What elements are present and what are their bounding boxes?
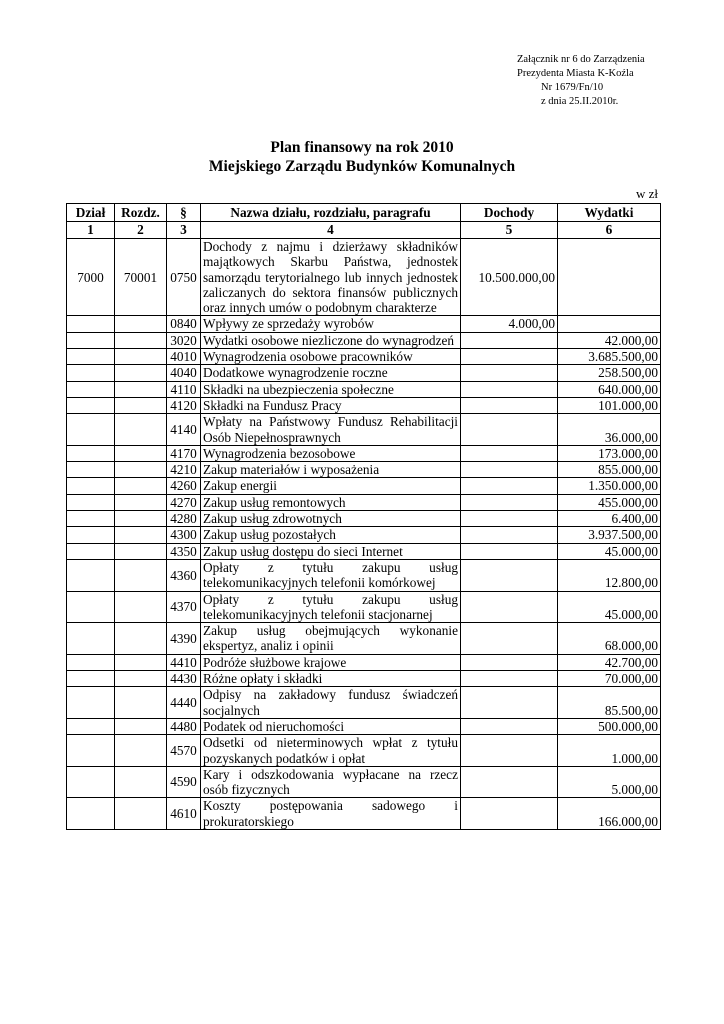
table-row bbox=[67, 494, 661, 510]
table-row bbox=[67, 735, 661, 767]
paragraf-cell: 4140 bbox=[167, 414, 201, 446]
dzial-cell bbox=[67, 414, 115, 446]
nazwa-cell: Wydatki osobowe niezliczone do wynagrodzeń bbox=[201, 332, 461, 348]
paragraf-cell: 4390 bbox=[167, 623, 201, 655]
paragraf-cell: 4210 bbox=[167, 462, 201, 478]
dzial-cell bbox=[67, 478, 115, 494]
nazwa-cell: Opłaty z tytułu zakupu usług telekomunikacyjnych telefonii stacjonarnej bbox=[201, 591, 461, 623]
wydatki-cell: 3.937.500,00 bbox=[558, 527, 661, 543]
table-row bbox=[67, 478, 661, 494]
wydatki-cell: 500.000,00 bbox=[558, 718, 661, 734]
col-number: 6 bbox=[558, 222, 661, 239]
nazwa-cell: Zakup usług obejmujących wykonanie ekspertyz, analiz i opinii bbox=[201, 623, 461, 655]
paragraf-cell: 0840 bbox=[167, 316, 201, 332]
rozdz-cell bbox=[115, 735, 167, 767]
nazwa-cell: Wpłaty na Państwowy Fundusz Rehabilitacji Osób Niepełnosprawnych bbox=[201, 414, 461, 446]
dochody-cell bbox=[461, 332, 558, 348]
paragraf-cell: 4590 bbox=[167, 766, 201, 798]
wydatki-cell: 3.685.500,00 bbox=[558, 349, 661, 365]
dochody-cell bbox=[461, 478, 558, 494]
rozdz-cell bbox=[115, 397, 167, 413]
dochody-cell bbox=[461, 445, 558, 461]
wydatki-cell bbox=[558, 316, 661, 332]
rozdz-cell: 70001 bbox=[115, 239, 167, 316]
rozdz-cell bbox=[115, 445, 167, 461]
table-row bbox=[67, 654, 661, 670]
title-line-1: Plan finansowy na rok 2010 bbox=[270, 139, 454, 156]
wydatki-cell: 45.000,00 bbox=[558, 543, 661, 559]
wydatki-cell: 455.000,00 bbox=[558, 494, 661, 510]
dochody-cell bbox=[461, 687, 558, 719]
table-row bbox=[67, 798, 661, 830]
header-dochody: Dochody bbox=[461, 204, 558, 222]
wydatki-cell: 640.000,00 bbox=[558, 381, 661, 397]
dochody-cell bbox=[461, 527, 558, 543]
table-row bbox=[67, 511, 661, 527]
table-row bbox=[67, 718, 661, 734]
nazwa-cell: Zakup energii bbox=[201, 478, 461, 494]
rozdz-cell bbox=[115, 316, 167, 332]
wydatki-cell: 1.000,00 bbox=[558, 735, 661, 767]
dochody-cell bbox=[461, 766, 558, 798]
paragraf-cell: 4350 bbox=[167, 543, 201, 559]
table-row bbox=[67, 462, 661, 478]
column-number-row bbox=[67, 222, 661, 239]
dzial-cell bbox=[67, 543, 115, 559]
rozdz-cell bbox=[115, 687, 167, 719]
wydatki-cell: 166.000,00 bbox=[558, 798, 661, 830]
dzial-cell bbox=[67, 623, 115, 655]
table-row bbox=[67, 559, 661, 591]
nazwa-cell: Zakup usług zdrowotnych bbox=[201, 511, 461, 527]
dochody-cell bbox=[461, 462, 558, 478]
dzial-cell bbox=[67, 798, 115, 830]
rozdz-cell bbox=[115, 623, 167, 655]
dzial-cell bbox=[67, 397, 115, 413]
wydatki-cell: 5.000,00 bbox=[558, 766, 661, 798]
nazwa-cell: Różne opłaty i składki bbox=[201, 671, 461, 687]
wydatki-cell: 101.000,00 bbox=[558, 397, 661, 413]
table-row bbox=[67, 543, 661, 559]
header-dzial: Dział bbox=[67, 204, 115, 222]
nazwa-cell: Podróże służbowe krajowe bbox=[201, 654, 461, 670]
nazwa-cell: Zakup usług remontowych bbox=[201, 494, 461, 510]
nazwa-cell: Zakup usług pozostałych bbox=[201, 527, 461, 543]
paragraf-cell: 4610 bbox=[167, 798, 201, 830]
wydatki-cell: 12.800,00 bbox=[558, 559, 661, 591]
paragraf-cell: 4270 bbox=[167, 494, 201, 510]
table-row bbox=[67, 671, 661, 687]
paragraf-cell: 4360 bbox=[167, 559, 201, 591]
rozdz-cell bbox=[115, 527, 167, 543]
rozdz-cell bbox=[115, 414, 167, 446]
table-row bbox=[67, 239, 661, 316]
paragraf-cell: 4110 bbox=[167, 381, 201, 397]
paragraf-cell: 4300 bbox=[167, 527, 201, 543]
table-row bbox=[67, 591, 661, 623]
paragraf-cell: 4170 bbox=[167, 445, 201, 461]
rozdz-cell bbox=[115, 511, 167, 527]
dzial-cell: 7000 bbox=[67, 239, 115, 316]
table-row bbox=[67, 332, 661, 348]
dochody-cell bbox=[461, 798, 558, 830]
table-row bbox=[67, 623, 661, 655]
paragraf-cell: 4430 bbox=[167, 671, 201, 687]
dzial-cell bbox=[67, 445, 115, 461]
annex-line-4: z dnia 25.II.2010r. bbox=[541, 96, 619, 107]
header-paragraf: § bbox=[167, 204, 201, 222]
nazwa-cell: Kary i odszkodowania wypłacane na rzecz osób fizycznych bbox=[201, 766, 461, 798]
wydatki-cell: 70.000,00 bbox=[558, 671, 661, 687]
dochody-cell: 10.500.000,00 bbox=[461, 239, 558, 316]
rozdz-cell bbox=[115, 478, 167, 494]
col-number: 4 bbox=[201, 222, 461, 239]
paragraf-cell: 4040 bbox=[167, 365, 201, 381]
wydatki-cell: 1.350.000,00 bbox=[558, 478, 661, 494]
dzial-cell bbox=[67, 559, 115, 591]
nazwa-cell: Podatek od nieruchomości bbox=[201, 718, 461, 734]
rozdz-cell bbox=[115, 543, 167, 559]
dochody-cell bbox=[461, 381, 558, 397]
nazwa-cell: Składki na ubezpieczenia społeczne bbox=[201, 381, 461, 397]
rozdz-cell bbox=[115, 654, 167, 670]
dochody-cell bbox=[461, 559, 558, 591]
wydatki-cell: 258.500,00 bbox=[558, 365, 661, 381]
dochody-cell bbox=[461, 494, 558, 510]
rozdz-cell bbox=[115, 494, 167, 510]
table-row bbox=[67, 381, 661, 397]
wydatki-cell: 45.000,00 bbox=[558, 591, 661, 623]
annex-line-3: Nr 1679/Fn/10 bbox=[541, 82, 604, 93]
table-row bbox=[67, 316, 661, 332]
table-header-row bbox=[67, 204, 661, 222]
col-number: 1 bbox=[67, 222, 115, 239]
dochody-cell: 4.000,00 bbox=[461, 316, 558, 332]
paragraf-cell: 4570 bbox=[167, 735, 201, 767]
nazwa-cell: Dodatkowe wynagrodzenie roczne bbox=[201, 365, 461, 381]
dzial-cell bbox=[67, 687, 115, 719]
wydatki-cell bbox=[558, 239, 661, 316]
paragraf-cell: 4120 bbox=[167, 397, 201, 413]
dzial-cell bbox=[67, 718, 115, 734]
table-row bbox=[67, 414, 661, 446]
rozdz-cell bbox=[115, 332, 167, 348]
col-number: 5 bbox=[461, 222, 558, 239]
paragraf-cell: 4440 bbox=[167, 687, 201, 719]
header-wydatki: Wydatki bbox=[558, 204, 661, 222]
rozdz-cell bbox=[115, 349, 167, 365]
wydatki-cell: 855.000,00 bbox=[558, 462, 661, 478]
rozdz-cell bbox=[115, 462, 167, 478]
rozdz-cell bbox=[115, 718, 167, 734]
rozdz-cell bbox=[115, 559, 167, 591]
dochody-cell bbox=[461, 671, 558, 687]
rozdz-cell bbox=[115, 365, 167, 381]
header-rozdz: Rozdz. bbox=[115, 204, 167, 222]
col-number: 2 bbox=[115, 222, 167, 239]
wydatki-cell: 42.000,00 bbox=[558, 332, 661, 348]
annex-line-1: Załącznik nr 6 do Zarządzenia bbox=[517, 54, 645, 65]
nazwa-cell: Koszty postępowania sadowego i prokuratorskiego bbox=[201, 798, 461, 830]
dochody-cell bbox=[461, 397, 558, 413]
dochody-cell bbox=[461, 543, 558, 559]
table-row bbox=[67, 365, 661, 381]
rozdz-cell bbox=[115, 591, 167, 623]
nazwa-cell: Wynagrodzenia bezosobowe bbox=[201, 445, 461, 461]
dochody-cell bbox=[461, 718, 558, 734]
dochody-cell bbox=[461, 511, 558, 527]
document-title bbox=[0, 138, 724, 176]
dzial-cell bbox=[67, 462, 115, 478]
wydatki-cell: 68.000,00 bbox=[558, 623, 661, 655]
table-row bbox=[67, 397, 661, 413]
nazwa-cell: Odsetki od nieterminowych wpłat z tytułu pozyskanych podatków i opłat bbox=[201, 735, 461, 767]
col-number: 3 bbox=[167, 222, 201, 239]
wydatki-cell: 36.000,00 bbox=[558, 414, 661, 446]
table-row bbox=[67, 527, 661, 543]
rozdz-cell bbox=[115, 381, 167, 397]
nazwa-cell: Wynagrodzenia osobowe pracowników bbox=[201, 349, 461, 365]
annex-note bbox=[517, 53, 645, 109]
paragraf-cell: 0750 bbox=[167, 239, 201, 316]
paragraf-cell: 4010 bbox=[167, 349, 201, 365]
wydatki-cell: 85.500,00 bbox=[558, 687, 661, 719]
paragraf-cell: 4260 bbox=[167, 478, 201, 494]
dochody-cell bbox=[461, 349, 558, 365]
dzial-cell bbox=[67, 671, 115, 687]
paragraf-cell: 3020 bbox=[167, 332, 201, 348]
paragraf-cell: 4480 bbox=[167, 718, 201, 734]
paragraf-cell: 4280 bbox=[167, 511, 201, 527]
dzial-cell bbox=[67, 365, 115, 381]
dzial-cell bbox=[67, 766, 115, 798]
financial-plan-table bbox=[66, 203, 661, 830]
nazwa-cell: Odpisy na zakładowy fundusz świadczeń socjalnych bbox=[201, 687, 461, 719]
table-row bbox=[67, 766, 661, 798]
dzial-cell bbox=[67, 316, 115, 332]
dzial-cell bbox=[67, 591, 115, 623]
rozdz-cell bbox=[115, 798, 167, 830]
dzial-cell bbox=[67, 349, 115, 365]
annex-line-2: Prezydenta Miasta K-Koźla bbox=[517, 68, 634, 79]
header-nazwa: Nazwa działu, rozdziału, paragrafu bbox=[201, 204, 461, 222]
dochody-cell bbox=[461, 735, 558, 767]
wydatki-cell: 173.000,00 bbox=[558, 445, 661, 461]
dochody-cell bbox=[461, 365, 558, 381]
nazwa-cell: Dochody z najmu i dzierżawy składników majątkowych Skarbu Państwa, jednostek samorządu terytorialnego lub innych jednostek zaliczanych do sektora finansów publicznych oraz innych umów o podobnym charakterze bbox=[201, 239, 461, 316]
paragraf-cell: 4370 bbox=[167, 591, 201, 623]
dzial-cell bbox=[67, 735, 115, 767]
dzial-cell bbox=[67, 494, 115, 510]
dochody-cell bbox=[461, 591, 558, 623]
wydatki-cell: 6.400,00 bbox=[558, 511, 661, 527]
dzial-cell bbox=[67, 654, 115, 670]
nazwa-cell: Zakup usług dostępu do sieci Internet bbox=[201, 543, 461, 559]
rozdz-cell bbox=[115, 671, 167, 687]
wydatki-cell: 42.700,00 bbox=[558, 654, 661, 670]
dzial-cell bbox=[67, 527, 115, 543]
dochody-cell bbox=[461, 414, 558, 446]
table-row bbox=[67, 445, 661, 461]
rozdz-cell bbox=[115, 766, 167, 798]
currency-unit: w zł bbox=[635, 186, 658, 201]
nazwa-cell: Opłaty z tytułu zakupu usług telekomunikacyjnych telefonii komórkowej bbox=[201, 559, 461, 591]
table-row bbox=[67, 349, 661, 365]
title-line-2: Miejskiego Zarządu Budynków Komunalnych bbox=[208, 158, 516, 175]
nazwa-cell: Składki na Fundusz Pracy bbox=[201, 397, 461, 413]
dzial-cell bbox=[67, 381, 115, 397]
dzial-cell bbox=[67, 332, 115, 348]
nazwa-cell: Zakup materiałów i wyposażenia bbox=[201, 462, 461, 478]
dzial-cell bbox=[67, 511, 115, 527]
nazwa-cell: Wpływy ze sprzedaży wyrobów bbox=[201, 316, 461, 332]
dochody-cell bbox=[461, 623, 558, 655]
dochody-cell bbox=[461, 654, 558, 670]
table-row bbox=[67, 687, 661, 719]
paragraf-cell: 4410 bbox=[167, 654, 201, 670]
